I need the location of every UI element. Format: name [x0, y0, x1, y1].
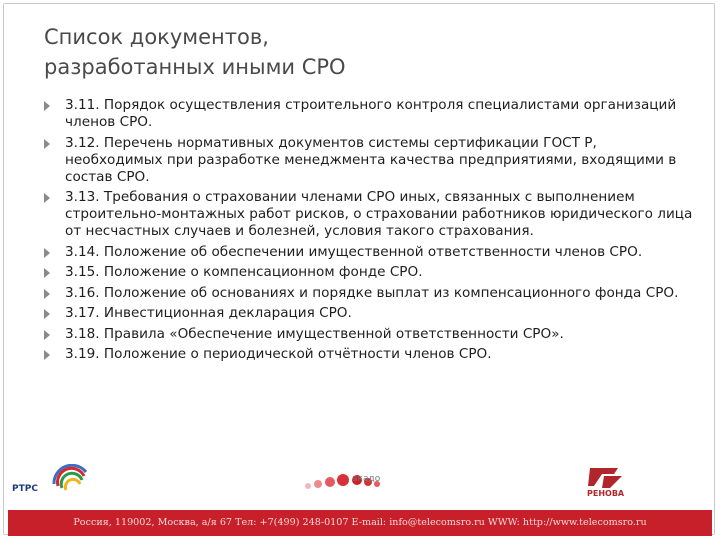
triangle-bullet-icon [44, 248, 50, 258]
list-item [44, 285, 694, 302]
list-item-text: 3.14. Положение об обеспечении имущественной ответственности членов СРО. [65, 243, 643, 260]
rtrs-logo-icon [48, 464, 108, 504]
list-item [44, 305, 694, 322]
list-item-text: 3.13. Требования о страховании членами СРО иных, связанных с выполнением строительно-монтажных работ рисков, о страховании работников юридического лица от несчастных случаев и болезней, условия такого страхования. [65, 189, 693, 239]
triangle-bullet-icon [44, 289, 50, 299]
list-item-text: 3.18. Правила «Обеспечение имущественной ответственности СРО». [65, 325, 564, 342]
akado-logo-text: акадо [352, 474, 381, 484]
triangle-bullet-icon [44, 268, 50, 278]
list-item-text: 3.16. Положение об основаниях и порядке выплат из компенсационного фонда СРО. [65, 284, 679, 301]
partner-logos [0, 462, 720, 510]
list-item [44, 189, 694, 240]
renova-logo-icon [584, 464, 634, 506]
renova-logo-text: РЕНОВА [587, 489, 625, 498]
list-item [44, 244, 694, 261]
triangle-bullet-icon [44, 101, 50, 111]
akado-logo-icon [300, 466, 450, 502]
list-item-text: 3.17. Инвестиционная декларация СРО. [65, 305, 352, 321]
title-line-1: Список документов, [44, 25, 269, 49]
list-item [44, 97, 694, 131]
triangle-bullet-icon [44, 139, 50, 149]
list-item-text: 3.19. Положение о периодической отчётности членов СРО. [65, 346, 492, 362]
rtrs-logo-text: РТРС [12, 484, 38, 494]
triangle-bullet-icon [44, 309, 50, 319]
list-item [44, 264, 694, 281]
triangle-bullet-icon [44, 193, 50, 203]
page-title [44, 22, 664, 82]
document-list [44, 97, 694, 367]
list-item [44, 135, 694, 186]
list-item-text: 3.12. Перечень нормативных документов системы сертификации ГОСТ Р, необходимых при разработке менеджмента качества предприятиями, входящими в состав СРО. [65, 134, 677, 185]
contact-footer: Россия, 119002, Москва, а/я 67 Тел: +7(499) 248-0107 E-mail: info@telecomsro.ru WWW: http://www.telecomsro.ru [8, 510, 712, 536]
list-item [44, 326, 694, 343]
title-line-2: разработанных иными СРО [44, 55, 346, 79]
list-item-text: 3.15. Положение о компенсационном фонде СРО. [65, 264, 423, 280]
triangle-bullet-icon [44, 330, 50, 340]
list-item-text: 3.11. Порядок осуществления строительного контроля специалистами организаций членов СРО. [65, 97, 677, 130]
list-item [44, 346, 694, 363]
triangle-bullet-icon [44, 350, 50, 360]
